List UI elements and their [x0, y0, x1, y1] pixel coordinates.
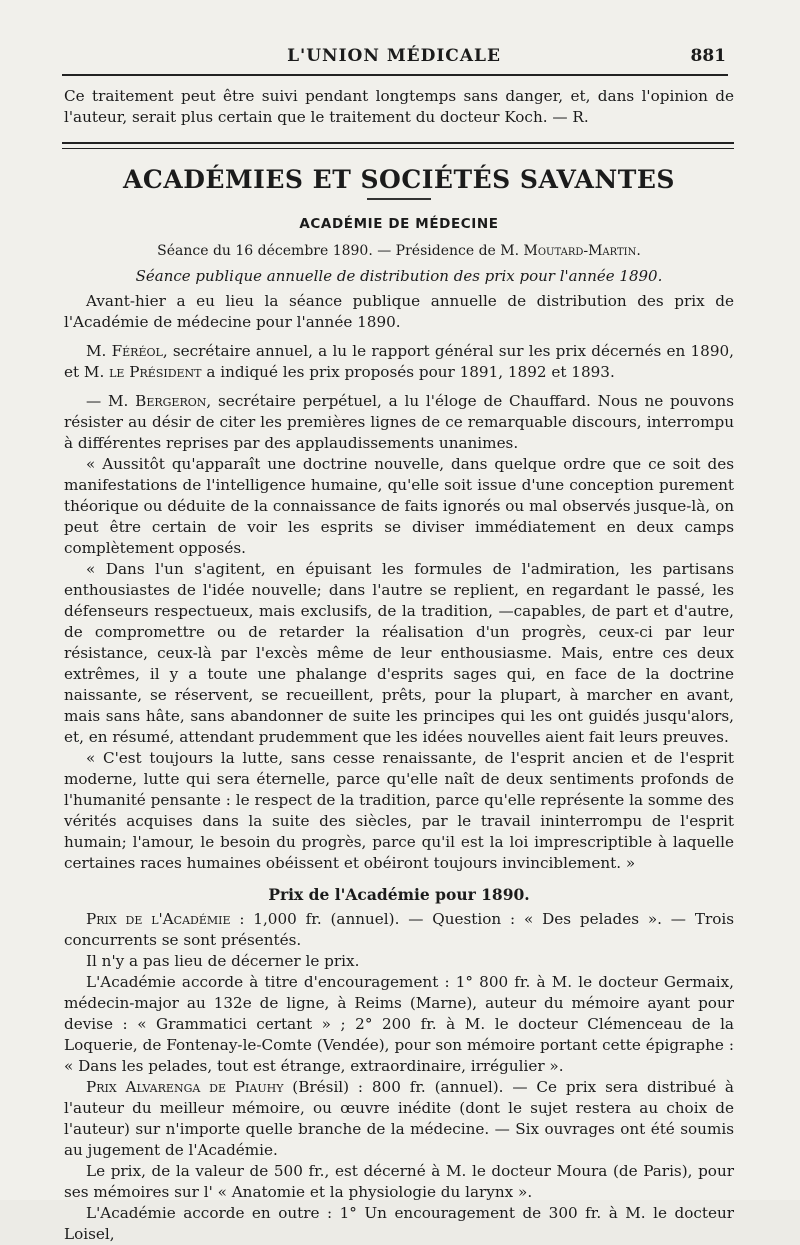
session-subtitle: Séance publique annuelle de distribution des prix pour l'année 1890.: [135, 267, 663, 285]
prize-alvarenga-name: Prix Alvarenga de Piauhy: [86, 1078, 284, 1096]
prize-alvarenga-text: (Brésil) : 800 fr. (annuel). — Ce prix sera distribué à l'auteur du meilleur mémoire, ou œuvre inédite (dont le sujet restera au choix de l'auteur) sur n'importe quelle branche de la médecine. — Six ouvrages ont été soumis au jugement de l'Académie.: [64, 1078, 734, 1159]
prizes-heading: Prix de l'Académie pour 1890.: [268, 885, 530, 904]
header-rule: [62, 74, 728, 76]
session-line: [64, 241, 734, 262]
paragraph-3: [64, 391, 734, 454]
p2-end: a indiqué les prix proposés pour 1891, 1892 et 1893.: [201, 363, 615, 381]
prize-paragraph-2: Il n'y a pas lieu de décerner le prix.: [86, 952, 360, 970]
page-content: [64, 86, 734, 1245]
prize-paragraph-6: L'Académie accorde en outre : 1° Un encouragement de 300 fr. à M. le docteur Loisel,: [64, 1204, 734, 1243]
section-title: ACADÉMIES ET SOCIÉTÉS SAVANTES: [123, 165, 675, 194]
section-divider: [62, 142, 734, 149]
quote-paragraph-2: « Dans l'un s'agitent, en épuisant les formules de l'admiration, les partisans enthousiastes de l'idée nouvelle; dans l'autre se replient, en regardant le passé, les défenseurs respectueux, mais exclusifs, de la tradition, —capables, de part et d'autre, de compromettre ou de retarder la réalisation d'un progrès, ceux-ci par leur résistance, ceux-là par l'excès même de leur enthousiasme. Mais, entre ces deux extrêmes, il y a toute une phalange d'esprits sages qui, en face de la doctrine naissante, se réservent, se recueillent, prêts, pour la plupart, à marcher en avant, mais sans hâte, sans abandonner de suite les principes qui les ont guidés jusqu'alors, et, en résumé, attendant prudemment que les idées nouvelles aient fait leurs preuves.: [64, 560, 734, 746]
prize-academie-text: : 1,000 fr. (annuel). — Question : « Des pelades ». — Trois concurrents se sont présentés.: [64, 910, 734, 949]
p3-pre: — M.: [86, 392, 136, 410]
paragraph-2: [64, 341, 734, 383]
name-bergeron: Bergeron: [135, 392, 207, 410]
subsection-title: ACADÉMIE DE MÉDECINE: [299, 216, 499, 232]
p2-mid: , secrétaire annuel, a lu le rapport général sur les prix décernés en 1890, et M.: [64, 342, 734, 381]
page-header: [62, 44, 726, 72]
president-name: Moutard-Martin: [523, 243, 637, 259]
p2-m1: M.: [86, 342, 112, 360]
prize-academie-name: Prix de l'Académie: [86, 910, 231, 928]
prize-paragraph-3: L'Académie accorde à titre d'encouragement : 1° 800 fr. à M. le docteur Germaix, médecin-major au 132e de ligne, à Reims (Marne), auteur du mémoire ayant pour devise : « Grammatici certant » ; 2° 200 fr. à M. le docteur Clémenceau de la Loquerie, de Fontenay-le-Comte (Vendée), pour son mémoire portant cette épigraphe : « Dans les pelades, tout est étrange, extraordinaire, irrégulier ».: [64, 973, 734, 1075]
paragraph-1: Avant-hier a eu lieu la séance publique annuelle de distribution des prix de l'Académie de médecine pour l'année 1890.: [64, 292, 734, 331]
intro-paragraph: Ce traitement peut être suivi pendant longtemps sans danger, et, dans l'opinion de l'auteur, serait plus certain que le traitement du docteur Koch. — R.: [64, 87, 734, 126]
page-number: 881: [690, 46, 726, 66]
p3-post: , secrétaire perpétuel, a lu l'éloge de Chauffard. Nous ne pouvons résister au désir de citer les premières lignes de ce remarquable discours, interrompu à différentes reprises par des applaudissements unanimes.: [64, 392, 734, 452]
prize-paragraph-4: [64, 1077, 734, 1161]
session-end: .: [636, 243, 641, 259]
quote-paragraph-3: « C'est toujours la lutte, sans cesse renaissante, de l'esprit ancien et de l'esprit moderne, lutte qui sera éternelle, parce qu'elle naît de deux sentiments profonds de l'humanité pensante : le respect de la tradition, parce qu'elle représente la somme des vérités acquises dans la suite des siècles, par le travail ininterrompu de l'esprit humain; l'amour, le besoin du progrès, parce qu'il est la loi imprescriptible à laquelle certaines races humaines obéissent et obéiront toujours invinciblement. »: [64, 749, 734, 872]
session-text: Séance du 16 décembre 1890. — Présidence de M.: [157, 243, 524, 259]
name-fereol: Féréol: [111, 342, 163, 360]
prize-paragraph-1: [64, 909, 734, 951]
quote-paragraph-1: « Aussitôt qu'apparaît une doctrine nouvelle, dans quelque ordre que ce soit des manifestations de l'intelligence humaine, qu'elle soit issue d'une conception purement théorique ou déduite de la connaissance de faits ignorés ou mal observés jusque-là, on peut être certain de voir les esprits se diviser immédiatement en deux camps complètement opposés.: [64, 455, 734, 557]
title-underline: [367, 198, 431, 200]
running-title: L'UNION MÉDICALE: [287, 46, 501, 66]
name-president: le Président: [109, 363, 202, 381]
prize-paragraph-5: Le prix, de la valeur de 500 fr., est décerné à M. le docteur Moura (de Paris), pour ses mémoires sur l' « Anatomie et la physiologie du larynx ».: [64, 1162, 734, 1201]
